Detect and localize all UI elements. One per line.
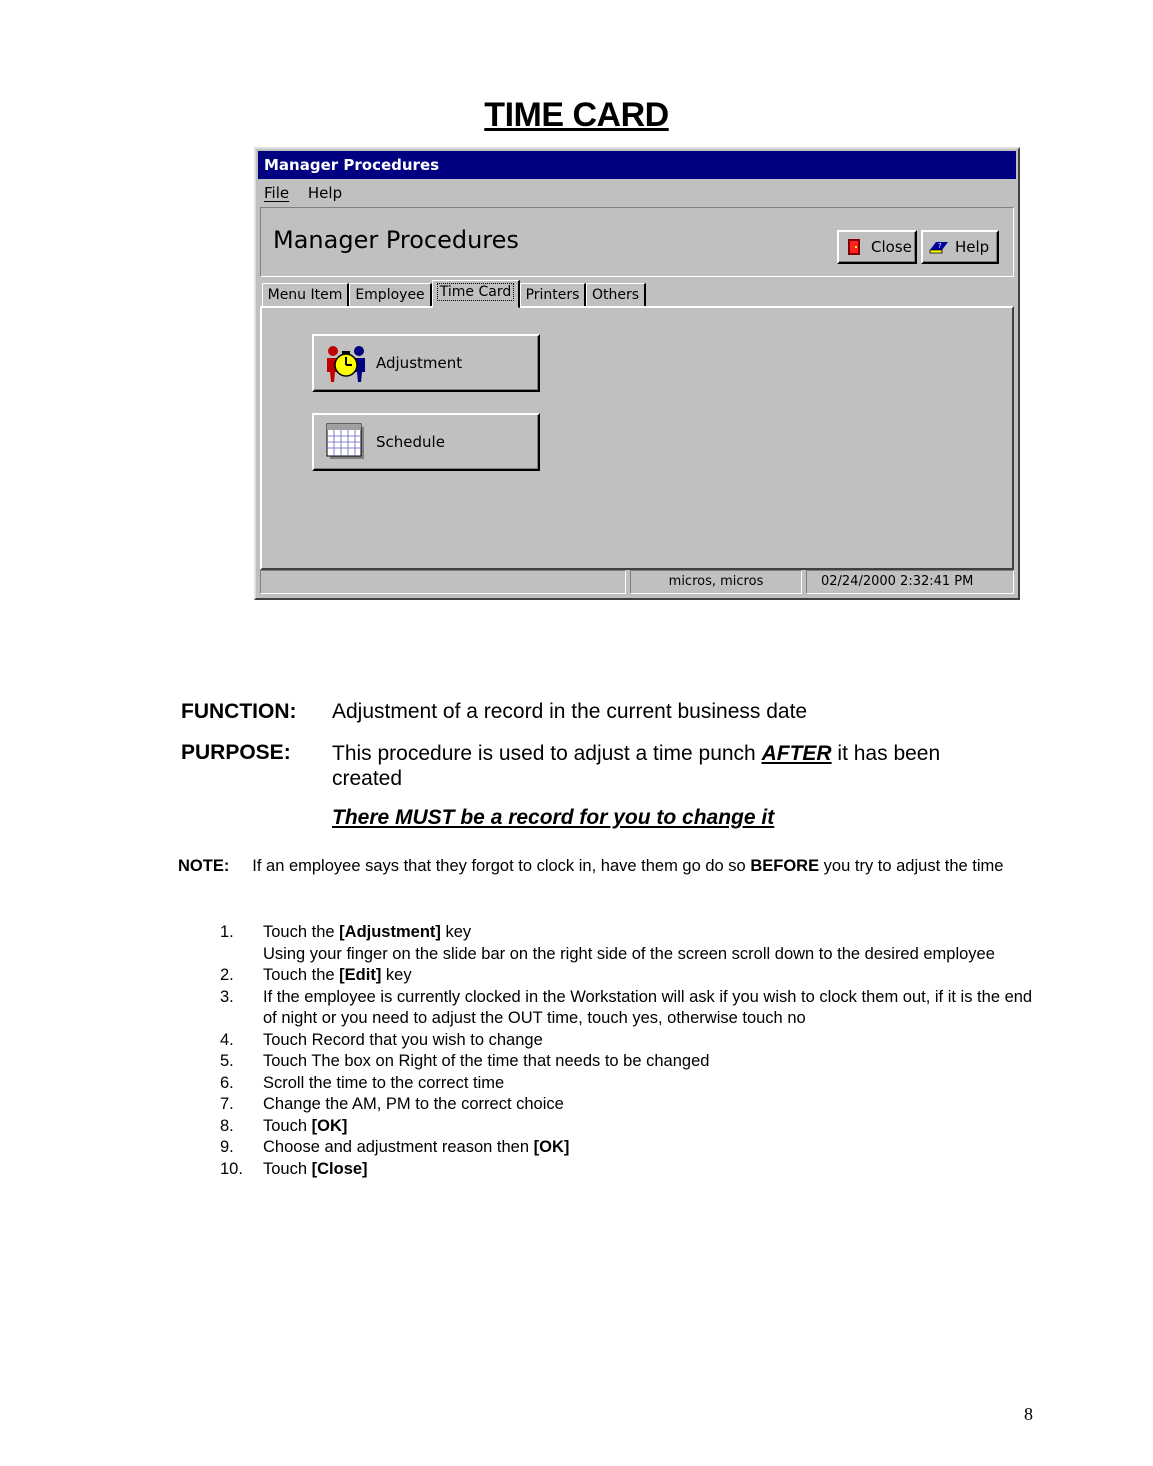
- step-number: 7.: [220, 1095, 234, 1113]
- step-key: [Edit]: [339, 966, 382, 984]
- tab-employee[interactable]: [349, 283, 432, 307]
- step-text: Touch: [263, 1116, 308, 1135]
- status-pane-blank: [260, 570, 626, 594]
- purpose-emphasis: AFTER: [761, 742, 832, 765]
- step-extra: Using your finger on the slide bar on the right side of the screen scroll down to the desired employee: [263, 944, 995, 963]
- status-datetime: 02/24/2000 2:32:41 PM: [806, 570, 1014, 594]
- menu-bar: [264, 181, 356, 205]
- step-number: 8.: [220, 1116, 234, 1135]
- step-key: [OK]: [533, 1138, 570, 1156]
- close-button[interactable]: [837, 230, 917, 264]
- help-button-label: Help: [955, 238, 990, 256]
- step-key: [Close]: [311, 1159, 368, 1178]
- tab-time-card-label: Time Card: [439, 284, 512, 300]
- tab-menu-item[interactable]: [262, 283, 349, 307]
- calendar-icon: [324, 421, 368, 463]
- step-text: Touch the: [263, 966, 335, 984]
- tab-employee-label: Employee: [355, 287, 425, 303]
- step-text: Choose and adjustment reason then: [263, 1138, 530, 1156]
- door-icon: [845, 238, 863, 256]
- menu-help[interactable]: Help: [307, 184, 343, 202]
- list-item: [220, 1051, 1040, 1073]
- menu-file[interactable]: File: [264, 184, 290, 202]
- list-item: [220, 1116, 1040, 1138]
- svg-text:?: ?: [938, 242, 942, 250]
- step-key: [Adjustment]: [339, 923, 441, 941]
- step-text: Touch Record that you wish to change: [263, 1030, 543, 1049]
- page-title: TIME CARD: [484, 96, 669, 134]
- adjustment-button-label: Adjustment: [376, 354, 463, 372]
- time-card-panel: [260, 306, 1014, 570]
- page-number: 8: [1024, 1404, 1033, 1424]
- list-item: [220, 1073, 1040, 1095]
- help-button[interactable]: [921, 230, 999, 264]
- purpose-text-after: it has been: [837, 742, 941, 765]
- step-text: Touch the: [263, 923, 335, 941]
- tab-others-label: Others: [591, 287, 640, 303]
- step-text: Change the AM, PM to the correct choice: [263, 1095, 564, 1113]
- purpose-warning: There MUST be a record for you to change it: [332, 806, 775, 829]
- step-text-after: key: [445, 923, 472, 941]
- function-label: [181, 700, 296, 724]
- purpose-text-line2: created: [332, 767, 403, 790]
- list-item: [220, 965, 1040, 987]
- list-item: [220, 1030, 1040, 1052]
- step-text: Touch: [263, 1159, 308, 1178]
- tab-time-card[interactable]: [432, 280, 520, 308]
- schedule-button-label: Schedule: [376, 433, 445, 451]
- tab-printers-label: Printers: [525, 287, 580, 303]
- step-text: If the employee is currently clocked in the Workstation will ask if you wish to clock them out, if it is the end of night or you need to adjust the OUT time, touch yes, otherwise touch no: [263, 987, 1033, 1027]
- step-number: 5.: [220, 1052, 234, 1070]
- header-panel: [260, 207, 1014, 277]
- status-user: micros, micros: [630, 570, 802, 594]
- steps-list: [220, 922, 1040, 1180]
- adjustment-button[interactable]: [312, 334, 540, 392]
- list-item: [220, 1159, 1040, 1181]
- list-item: [220, 922, 1040, 965]
- purpose-label: [181, 741, 291, 765]
- function-label-text: FUNCTION:: [181, 700, 297, 723]
- window-titlebar: Manager Procedures: [258, 151, 1016, 179]
- note-text-after: you try to adjust the time: [823, 857, 1004, 875]
- help-book-icon: [929, 238, 949, 256]
- schedule-button[interactable]: [312, 413, 540, 471]
- list-item: [220, 987, 1040, 1030]
- note-emphasis: BEFORE: [750, 857, 820, 875]
- note-text-before: If an employee says that they forgot to clock in, have them go do so: [252, 857, 746, 875]
- step-number: 2.: [220, 966, 234, 984]
- step-number: 4.: [220, 1030, 234, 1049]
- step-text-after: key: [385, 966, 412, 984]
- tab-menu-item-label: Menu Item: [267, 287, 343, 303]
- purpose-text: [332, 741, 1032, 791]
- note: [178, 855, 1008, 877]
- step-text: Scroll the time to the correct time: [263, 1073, 505, 1092]
- adjustment-clock-people-icon: [324, 342, 368, 384]
- list-item: [220, 1137, 1040, 1159]
- status-bar: [260, 570, 1014, 594]
- step-number: 1.: [220, 923, 234, 941]
- window-heading: Manager Procedures: [273, 226, 519, 254]
- step-number: 6.: [220, 1073, 234, 1092]
- note-label: NOTE:: [178, 857, 230, 875]
- function-text: Adjustment of a record in the current business date: [332, 700, 808, 723]
- step-number: 3.: [220, 987, 234, 1006]
- step-key: [OK]: [311, 1116, 348, 1135]
- tab-others[interactable]: [586, 283, 646, 307]
- step-number: 10.: [220, 1159, 243, 1178]
- step-text: Touch The box on Right of the time that needs to be changed: [263, 1052, 710, 1070]
- manager-procedures-window: [254, 147, 1020, 600]
- purpose-text-before: This procedure is used to adjust a time punch: [332, 742, 756, 765]
- purpose-label-text: PURPOSE:: [181, 741, 291, 764]
- tab-printers[interactable]: [520, 283, 586, 307]
- list-item: [220, 1094, 1040, 1116]
- step-number: 9.: [220, 1138, 234, 1156]
- close-button-label: Close: [871, 238, 912, 256]
